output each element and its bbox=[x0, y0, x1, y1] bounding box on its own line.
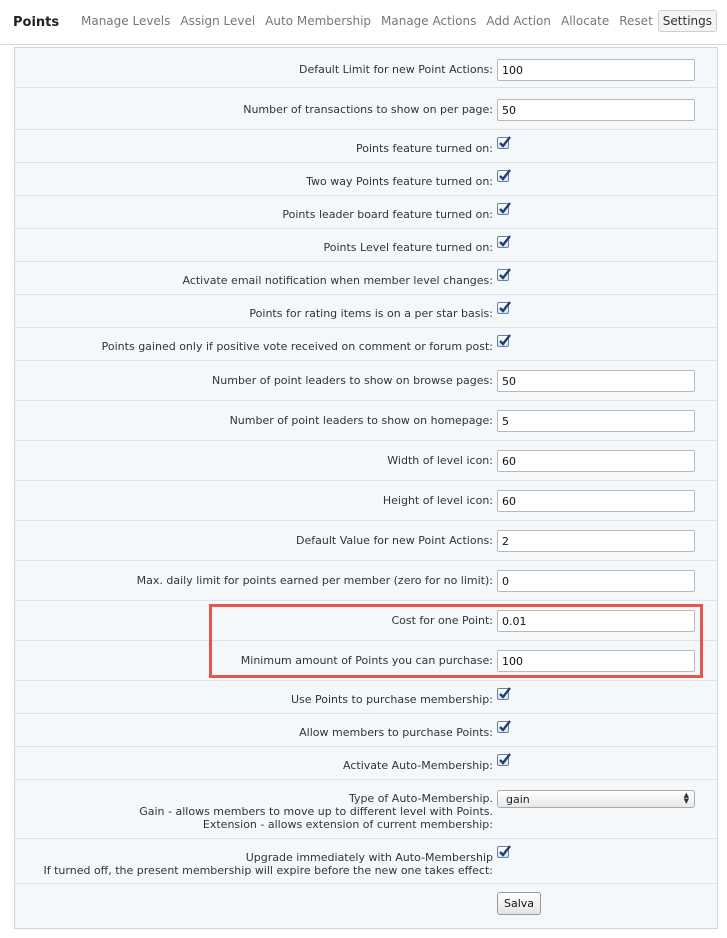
upgrade-immediately-label bbox=[44, 851, 494, 877]
row-min-purchase bbox=[15, 641, 717, 681]
positive-vote-only-checkbox[interactable] bbox=[497, 335, 509, 347]
leaders-homepage-label: Number of point leaders to show on homepage: bbox=[229, 414, 493, 427]
auto-membership-type-line2: Gain - allows members to move up to different level with Points. bbox=[139, 805, 493, 818]
row-purchase-membership bbox=[15, 681, 717, 714]
row-auto-membership bbox=[15, 747, 717, 780]
purchase-membership-label: Use Points to purchase membership: bbox=[290, 693, 493, 706]
icon-width-label: Width of level icon: bbox=[387, 454, 493, 467]
top-bar bbox=[0, 0, 727, 45]
upgrade-immediately-line1: Upgrade immediately with Auto-Membership bbox=[245, 851, 493, 864]
leaders-homepage-input[interactable] bbox=[497, 410, 695, 432]
save-button[interactable]: Salva bbox=[497, 892, 541, 915]
transactions-per-page-input[interactable] bbox=[497, 99, 695, 121]
row-leader-board bbox=[15, 196, 717, 229]
leaders-browse-input[interactable] bbox=[497, 370, 695, 392]
tab-manage-levels[interactable]: Manage Levels bbox=[80, 14, 171, 28]
upgrade-immediately-checkbox[interactable] bbox=[497, 846, 509, 858]
email-notification-checkbox[interactable] bbox=[497, 269, 509, 281]
tab-auto-membership[interactable]: Auto Membership bbox=[265, 14, 372, 28]
cost-one-point-input[interactable] bbox=[497, 610, 695, 632]
settings-form bbox=[14, 47, 718, 929]
row-level-feature bbox=[15, 229, 717, 262]
icon-height-label: Height of level icon: bbox=[382, 494, 493, 507]
tab-allocate[interactable]: Allocate bbox=[560, 14, 610, 28]
leader-board-label: Points leader board feature turned on: bbox=[282, 208, 493, 221]
icon-width-input[interactable] bbox=[497, 450, 695, 472]
row-icon-width bbox=[15, 441, 717, 481]
auto-membership-type-label bbox=[139, 792, 493, 831]
row-save bbox=[15, 884, 717, 924]
points-feature-label: Points feature turned on: bbox=[356, 142, 493, 155]
rating-per-star-label: Points for rating items is on a per star basis: bbox=[249, 307, 493, 320]
min-purchase-label: Minimum amount of Points you can purchase: bbox=[240, 654, 493, 667]
row-leaders-homepage bbox=[15, 401, 717, 441]
points-feature-checkbox[interactable] bbox=[497, 137, 509, 149]
tab-assign-level[interactable]: Assign Level bbox=[180, 14, 256, 28]
purchase-membership-checkbox[interactable] bbox=[497, 688, 509, 700]
two-way-points-checkbox[interactable] bbox=[497, 170, 509, 182]
min-purchase-input[interactable] bbox=[497, 650, 695, 672]
allow-purchase-label: Allow members to purchase Points: bbox=[299, 726, 493, 739]
row-default-limit bbox=[15, 48, 717, 88]
default-limit-label: Default Limit for new Point Actions: bbox=[298, 63, 493, 76]
row-positive-vote-only bbox=[15, 328, 717, 361]
auto-membership-type-line3: Extension - allows extension of current membership: bbox=[202, 818, 493, 831]
leader-board-checkbox[interactable] bbox=[497, 203, 509, 215]
row-icon-height bbox=[15, 481, 717, 521]
default-limit-input[interactable] bbox=[497, 59, 695, 81]
level-feature-label: Points Level feature turned on: bbox=[323, 241, 493, 254]
row-allow-purchase bbox=[15, 714, 717, 747]
positive-vote-only-label: Points gained only if positive vote received on comment or forum post: bbox=[101, 340, 493, 353]
row-rating-per-star bbox=[15, 295, 717, 328]
select-arrows-icon: ▲ ▼ bbox=[683, 791, 689, 805]
level-feature-checkbox[interactable] bbox=[497, 236, 509, 248]
row-two-way-points bbox=[15, 163, 717, 196]
email-notification-label: Activate email notification when member level changes: bbox=[182, 274, 493, 287]
auto-membership-label: Activate Auto-Membership: bbox=[343, 759, 493, 772]
auto-membership-type-line1: Type of Auto-Membership. bbox=[348, 792, 493, 805]
row-max-daily-limit bbox=[15, 561, 717, 601]
row-auto-membership-type bbox=[15, 780, 717, 839]
two-way-points-label: Two way Points feature turned on: bbox=[306, 175, 493, 188]
allow-purchase-checkbox[interactable] bbox=[497, 721, 509, 733]
row-leaders-browse bbox=[15, 361, 717, 401]
row-upgrade-immediately bbox=[15, 839, 717, 884]
leaders-browse-label: Number of point leaders to show on browse pages: bbox=[212, 374, 493, 387]
icon-height-input[interactable] bbox=[497, 490, 695, 512]
tab-add-action[interactable]: Add Action bbox=[486, 14, 551, 28]
rating-per-star-checkbox[interactable] bbox=[497, 302, 509, 314]
row-cost-one-point bbox=[15, 601, 717, 641]
default-value-input[interactable] bbox=[497, 530, 695, 552]
tab-manage-actions[interactable]: Manage Actions bbox=[381, 14, 477, 28]
page-title: Points bbox=[13, 15, 60, 30]
cost-one-point-label: Cost for one Point: bbox=[391, 614, 493, 627]
upgrade-immediately-line2: If turned off, the present membership will expire before the new one takes effect: bbox=[43, 864, 493, 877]
tab-settings[interactable]: Settings bbox=[658, 10, 717, 32]
transactions-per-page-label: Number of transactions to show on per page: bbox=[243, 103, 493, 116]
default-value-label: Default Value for new Point Actions: bbox=[296, 534, 493, 547]
max-daily-limit-label: Max. daily limit for points earned per member (zero for no limit): bbox=[136, 574, 493, 587]
row-email-notification bbox=[15, 262, 717, 295]
row-default-value bbox=[15, 521, 717, 561]
row-transactions-per-page bbox=[15, 88, 717, 130]
max-daily-limit-input[interactable] bbox=[497, 570, 695, 592]
row-points-feature bbox=[15, 130, 717, 163]
auto-membership-type-value: gain bbox=[506, 793, 530, 806]
tab-reset[interactable]: Reset bbox=[619, 14, 653, 28]
auto-membership-checkbox[interactable] bbox=[497, 754, 509, 766]
tab-bar bbox=[76, 10, 717, 32]
auto-membership-type-select[interactable] bbox=[497, 790, 695, 808]
